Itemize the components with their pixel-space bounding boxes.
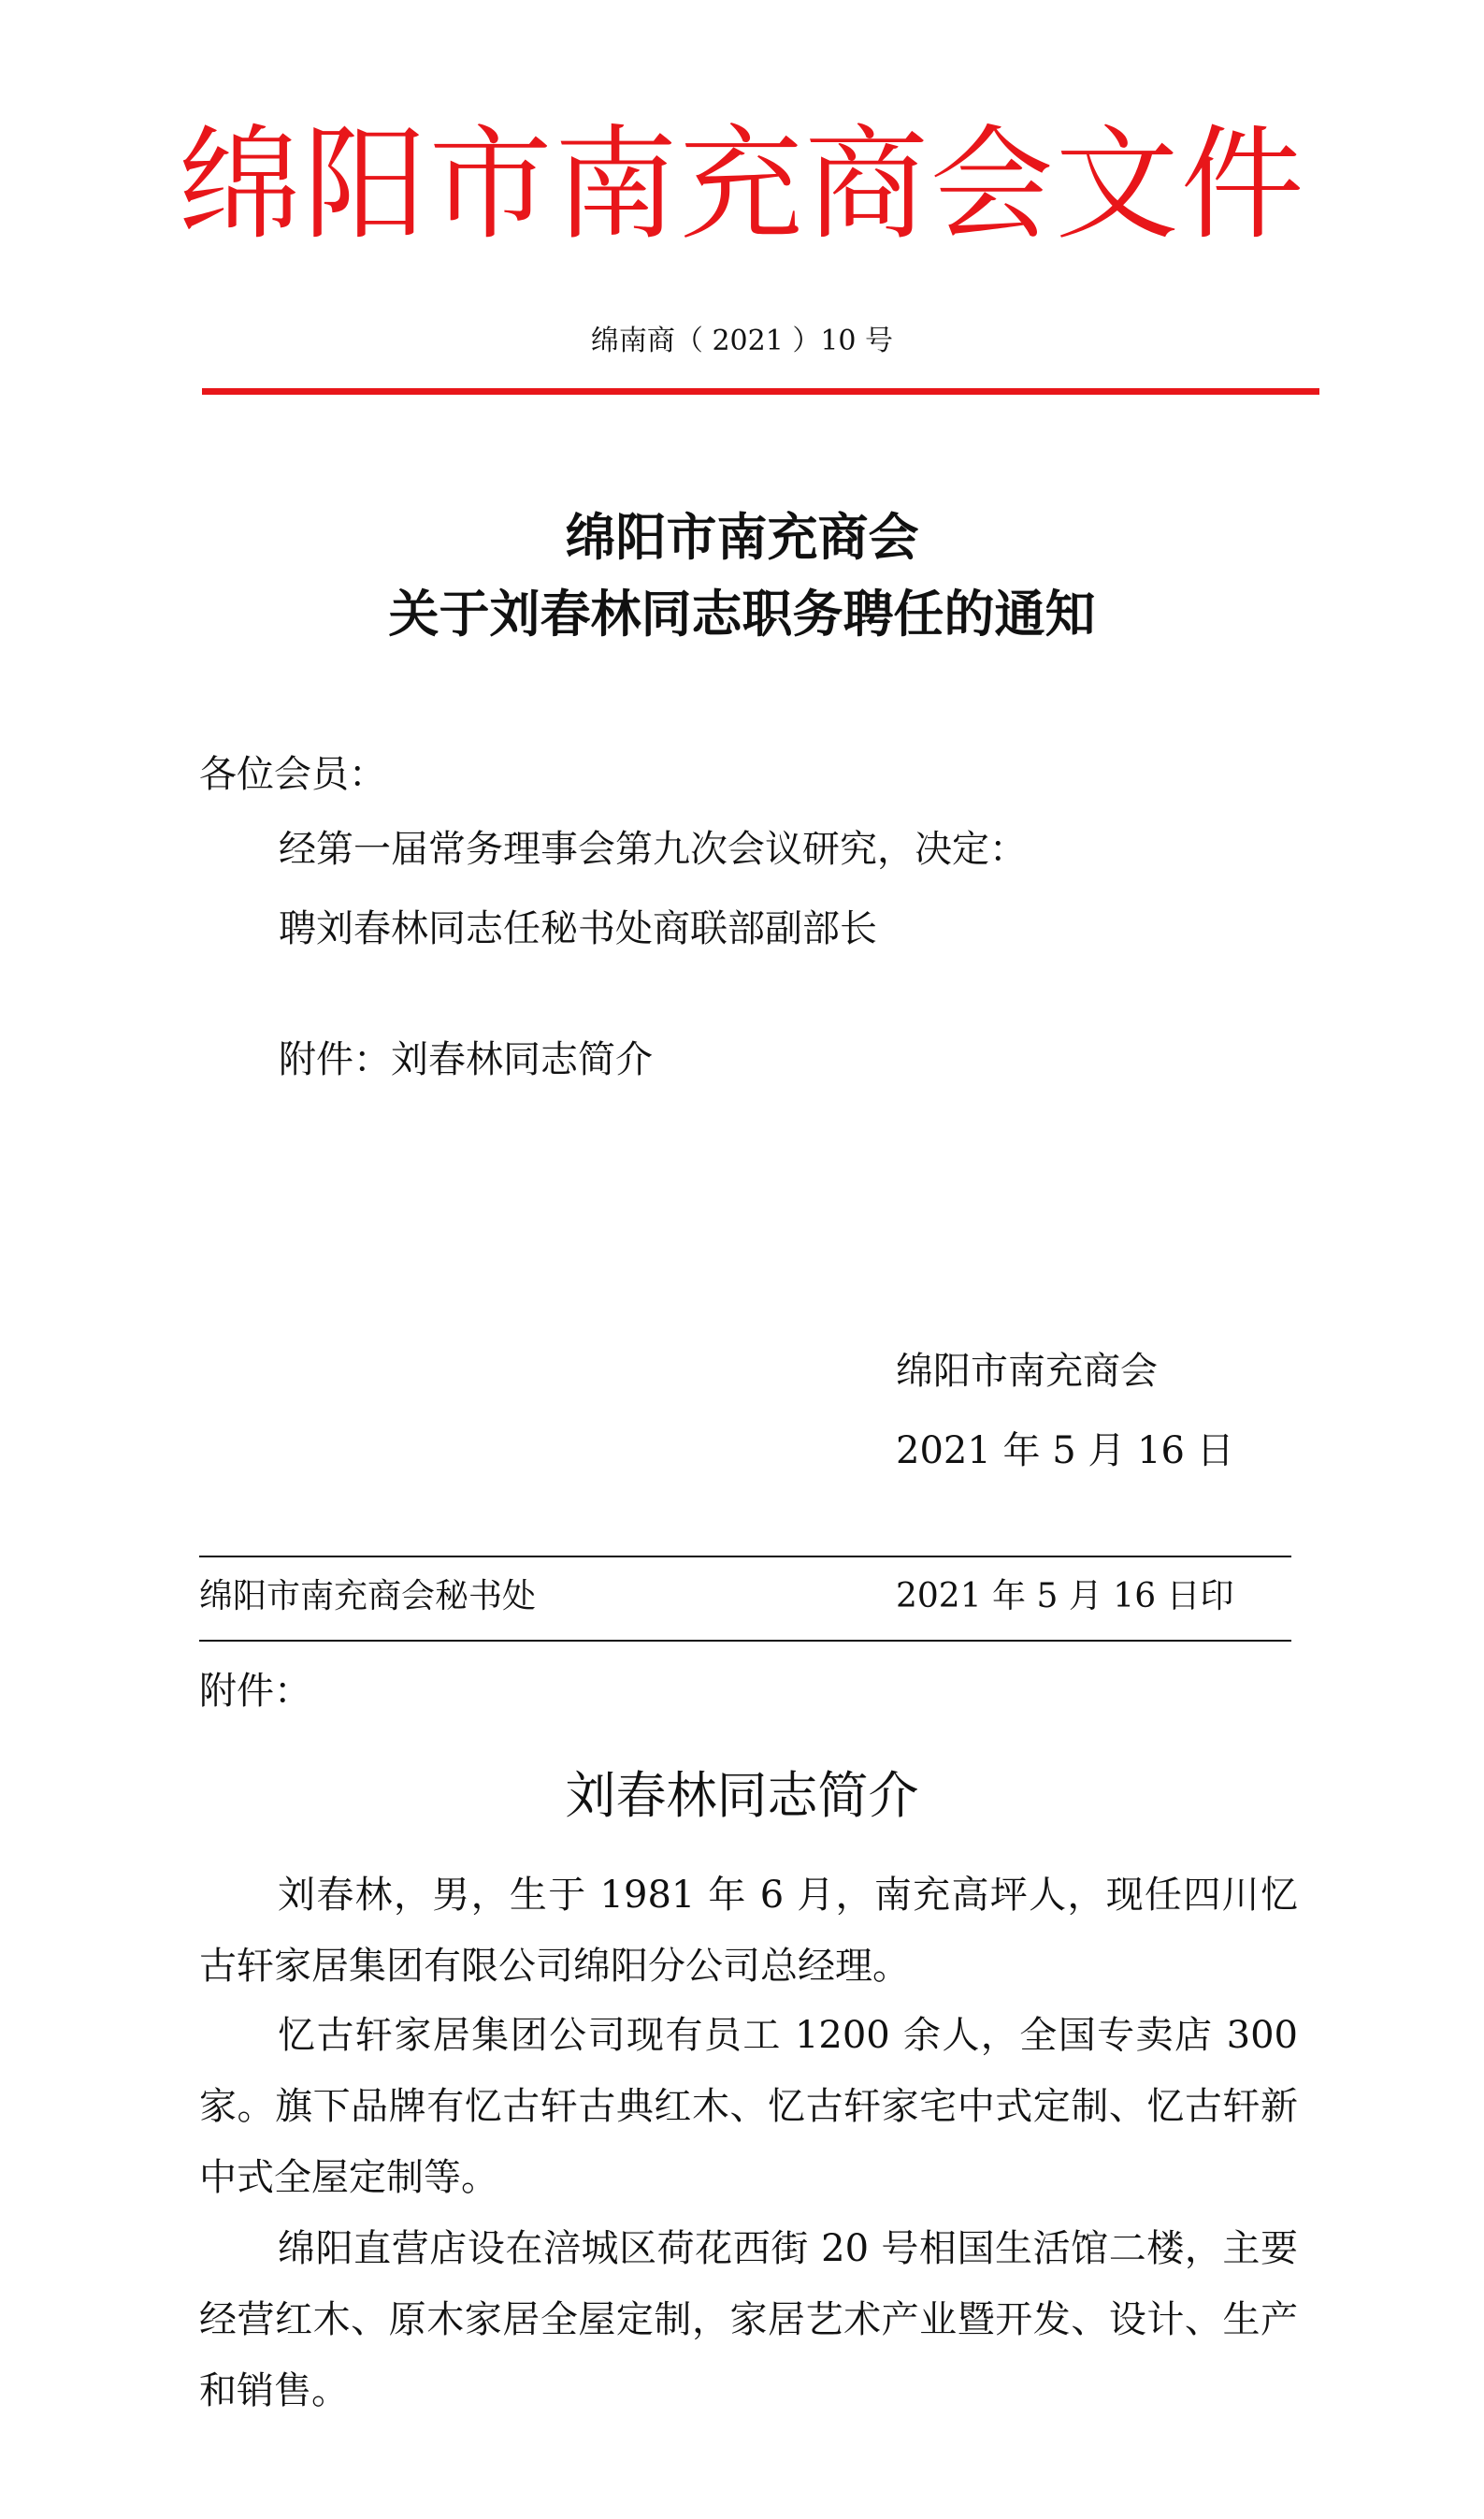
profile-paragraph-3: 绵阳直营店设在涪城区荷花西街 20 号相国生活馆二楼，主要经营红木、原木家居全屋定制，家居艺术产业暨开发、设计、生产和销售。 xyxy=(199,2227,1298,2412)
signature-date: 2021 年 5 月 16 日 xyxy=(896,1429,1234,1472)
greeting: 各位会员： xyxy=(199,753,386,796)
signature-organization: 绵阳市南充商会 xyxy=(896,1350,1158,1393)
body-paragraph-1: 经第一届常务理事会第九次会议研究，决定： xyxy=(279,828,1027,871)
notice-title-line-2: 关于刘春林同志职务聘任的通知 xyxy=(388,585,1096,644)
profile-title: 刘春林同志简介 xyxy=(565,1766,919,1825)
attachment-label: 附件： xyxy=(199,1670,311,1713)
footer-issuer: 绵阳市南充商会秘书处 xyxy=(199,1577,537,1615)
masthead-title: 绵阳市南充商会文件 xyxy=(178,113,1306,257)
document-number: 绵南商（ 2021 ）10 号 xyxy=(590,325,894,357)
footer-bottom-rule xyxy=(199,1640,1291,1642)
footer-top-rule xyxy=(199,1556,1291,1557)
notice-title-line-1: 绵阳市南充商会 xyxy=(565,508,919,567)
red-divider xyxy=(202,388,1319,395)
profile-paragraph-1: 刘春林，男，生于 1981 年 6 月，南充高坪人，现任四川忆古轩家居集团有限公司绵阳分公司总经理。 xyxy=(199,1874,1298,1988)
body-paragraph-2: 聘刘春林同志任秘书处商联部副部长 xyxy=(279,907,877,950)
profile-paragraph-2: 忆古轩家居集团公司现有员工 1200 余人，全国专卖店 300 家。旗下品牌有忆古轩古典红木、忆古轩家宅中式定制、忆古轩新中式全屋定制等。 xyxy=(199,2014,1298,2199)
attachment-reference: 附件：刘春林同志简介 xyxy=(279,1038,653,1081)
footer-print-date: 2021 年 5 月 16 日印 xyxy=(896,1577,1234,1615)
